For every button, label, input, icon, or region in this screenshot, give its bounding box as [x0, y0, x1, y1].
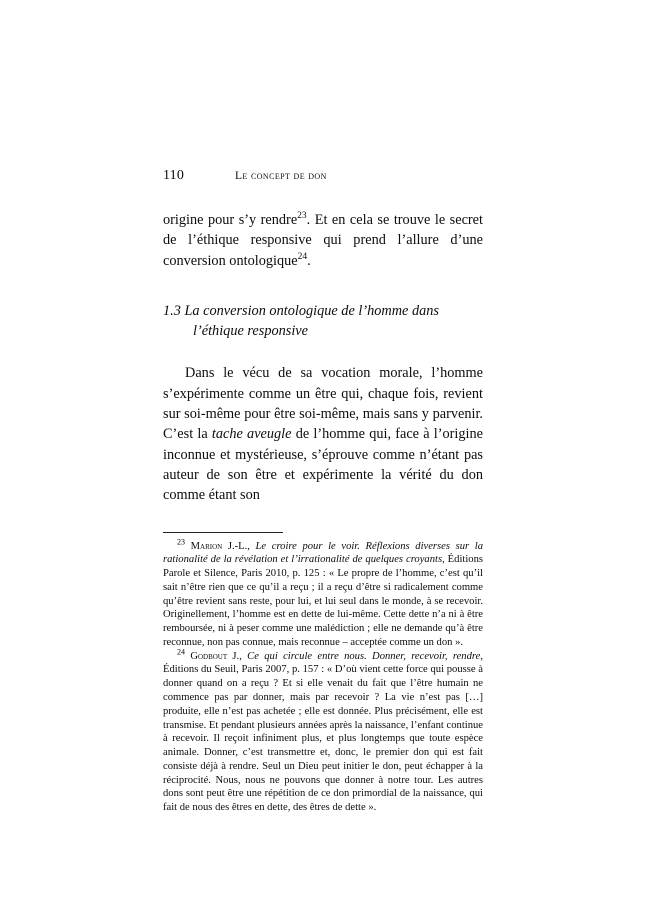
footnote-rest: , Éditions Parole et Silence, Paris 2010, p. 125 : « Le propre de l’homme, c’est qu’il sait n’être rien que ce qu’il a reçu ; il a reçu d’être si radicalement comme qu’être revient sans reste, pour lui, et lui seul dans le monde, à se recevoir. Originellement, l’homme est en dette de lui-même. Cette dette n’a ni à être remboursée, ni à peser comme une malédiction ; elle ne demande qu’à être reconnue, non pas connue, mais reconnue – acceptée comme un don ». [163, 554, 483, 648]
paragraph-1-text-b: . Et en cela se trouve le secret de l’éthique responsive qui prend l’allure d’une conversion ontologique [163, 212, 483, 269]
footnote-number: 24 [177, 647, 185, 657]
footnote-rest: , Éditions du Seuil, Paris 2007, p. 157 : « D’où vient cette force qui pousse à donner quand on a reçu ? Et si elle venait du fait que l’être humain ne commence pas par donner, mais par recevoir ? La vie n’est pas […] produite, elle n’est pas achetée ; elle est donnée. Plus précisément, elle est transmise. Et pendant plusieurs années après la naissance, l’enfant continue à recevoir. Il reçoit infiniment plus, et plus longtemps que toute espèce animale. Donner, c’est transmettre et, donc, le premier don qui est fait consiste déjà à rendre. Seul un Dieu peut initier le don, peut échapper à la réciprocité. Nous, nous ne pouvons que donner à notre tour. Les autres dons sont peut être une répétition de ce don primordial de la naissance, qui fait de nous des êtres en dette, des êtres de dette ». [163, 650, 483, 814]
footnote-ref-24: 24 [297, 251, 308, 262]
footnote-ref-23: 23 [297, 211, 307, 222]
running-head-title: Le concept de don [235, 170, 327, 182]
footnote-separator: , [239, 650, 248, 662]
paragraph-2-text-b: de l’homme qui, face à l’origine inconnue et mystérieuse, s’éprouve comme n’étant pas auteur de son être et expérimente la vérité du don comme étant son [163, 426, 483, 504]
section-heading-line-2: l’éthique responsive [193, 323, 309, 340]
section-heading [163, 301, 483, 342]
footnote-separator-rule [163, 532, 283, 533]
paragraph-1-text-a: origine pour s’y rendre [163, 212, 298, 228]
paragraph-1 [163, 210, 483, 271]
page-content [163, 168, 483, 815]
footnote-title: Ce qui circule entre nous. Donner, recevoir, rendre [247, 650, 481, 662]
paragraph-2-text-a: Dans le vécu de sa vocation morale, l’homme s’expérimente comme un être qui, chaque fois, revient sur soi-même pour être soi-même, mais sans y parvenir. C’est la [163, 365, 483, 443]
paragraph-1-text-c: . [307, 252, 311, 269]
footnote-separator: , [247, 540, 256, 552]
footnotes-block [163, 537, 484, 815]
footnote-item [163, 647, 483, 815]
paragraph-2-emphasis: tache aveugle [211, 426, 292, 443]
paragraph-2 [163, 363, 483, 505]
footnote-author: Marion J.-L. [190, 540, 248, 552]
spacer-after-heading [163, 341, 483, 363]
footnote-item [163, 537, 484, 650]
page-number: 110 [163, 168, 185, 183]
section-heading-line-1: 1.3 La conversion ontologique de l’homme dans [163, 302, 439, 319]
running-head [163, 168, 483, 184]
footnote-number: 23 [177, 537, 185, 547]
spacer-before-footnotes [163, 506, 483, 532]
footnote-title: Le croire pour le voir. Réflexions diverses sur la rationalité de la révélation et l’irrationalité de quelques croyants [163, 540, 484, 566]
footnote-author: Godbout J. [190, 650, 240, 662]
